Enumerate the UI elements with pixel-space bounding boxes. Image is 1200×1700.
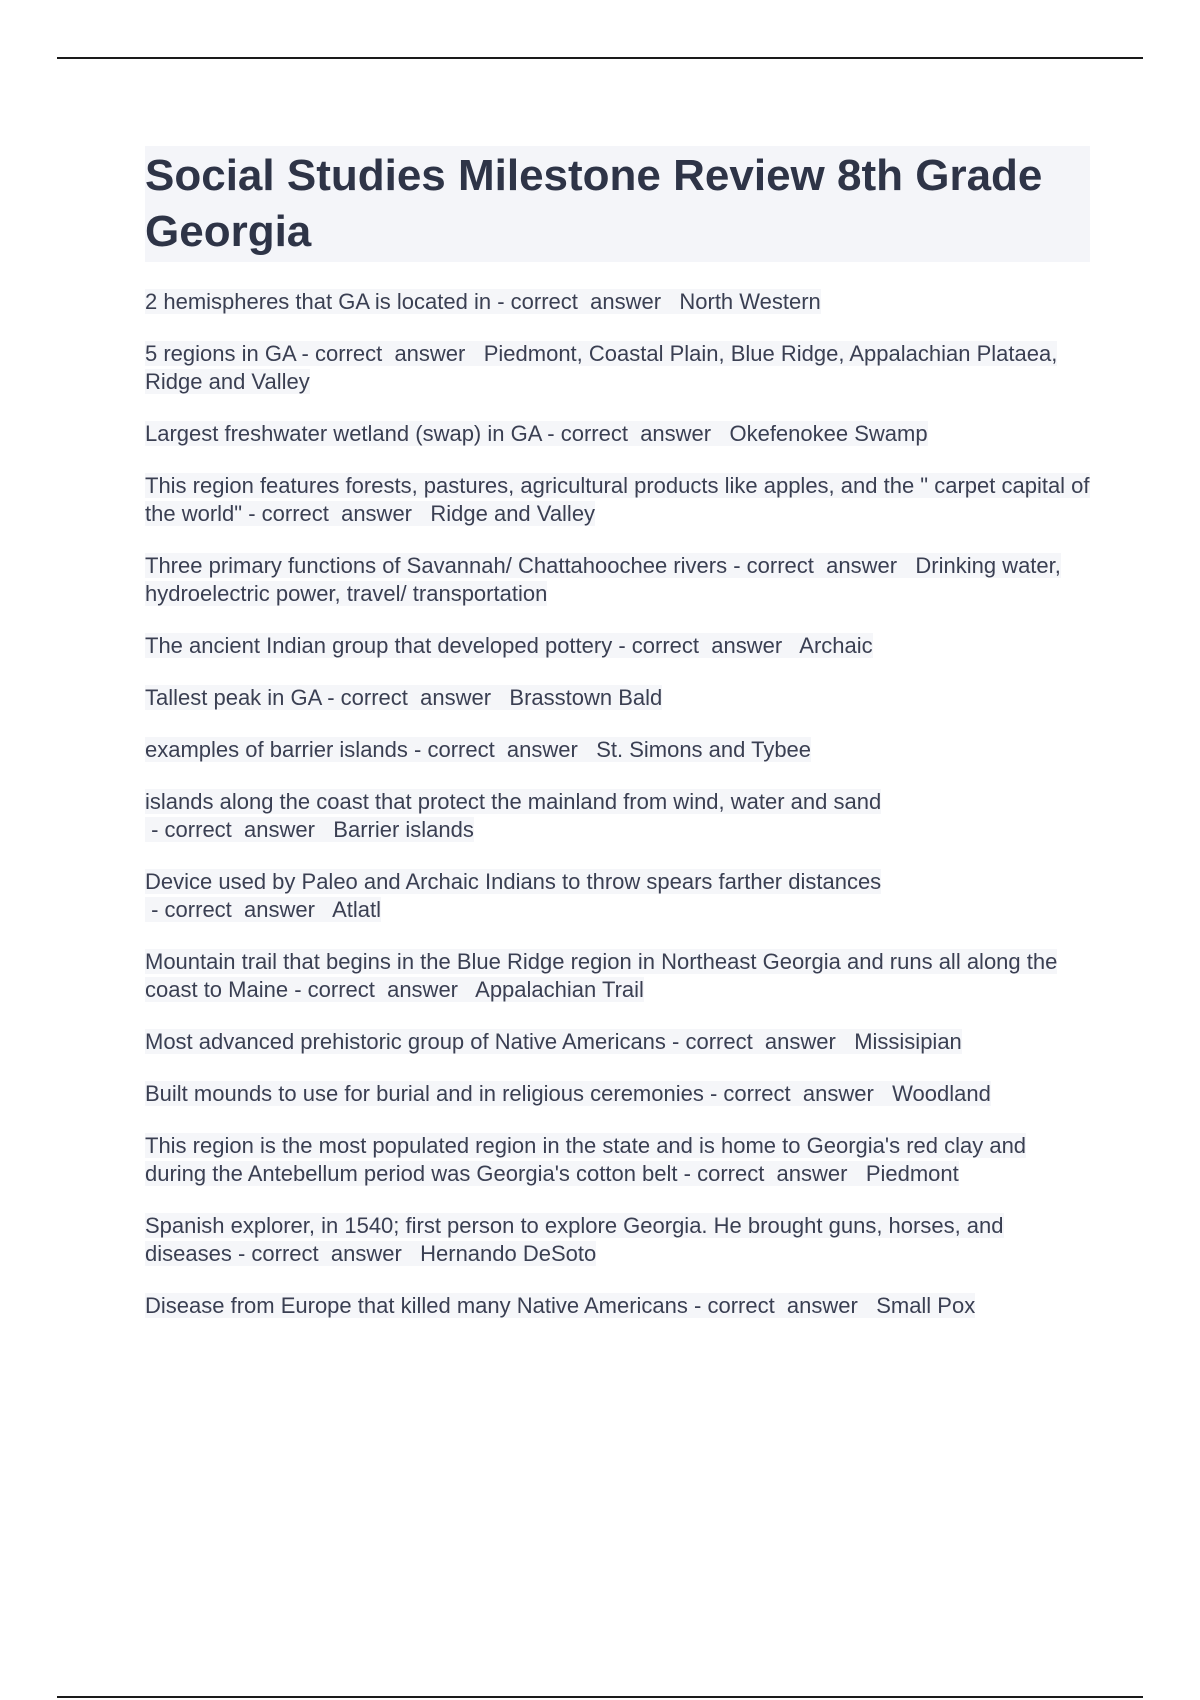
qa-item: [145, 1292, 1090, 1320]
answer-text: Piedmont, Coastal Plain, Blue Ridge, Appalachian Plataea, Ridge and Valley: [145, 341, 1058, 394]
header-rule: [57, 57, 1143, 59]
question-text: Largest freshwater wetland (swap) in GA: [145, 421, 542, 446]
qa-item: [145, 1028, 1090, 1056]
question-text: This region features forests, pastures, agricultural products like apples, and the " carpet capital of the world": [145, 473, 1090, 526]
qa-item: [145, 1080, 1090, 1108]
question-text: 2 hemispheres that GA is located in: [145, 289, 492, 314]
answer-text: Okefenokee Swamp: [729, 421, 928, 446]
qa-item: [145, 420, 1090, 448]
footer-rule: [57, 1696, 1143, 1698]
qa-item: [145, 288, 1090, 316]
answer-text: Drinking water, hydroelectric power, travel/ transportation: [145, 553, 1061, 606]
answer-text: Ridge and Valley: [430, 501, 596, 526]
question-text: Three primary functions of Savannah/ Chattahoochee rivers: [145, 553, 728, 578]
question-text: This region is the most populated region in the state and is home to Georgia's red clay and during the Antebellum period was Georgia's cotton belt: [145, 1133, 1027, 1186]
answer-text: Barrier islands: [333, 817, 474, 842]
qa-item: [145, 736, 1090, 764]
answer-separator: - correct answer: [145, 817, 334, 842]
answer-separator: - correct answer: [242, 501, 431, 526]
question-text: examples of barrier islands: [145, 737, 408, 762]
answer-text: Woodland: [892, 1081, 991, 1106]
answer-separator: - correct answer: [727, 553, 916, 578]
question-text: Most advanced prehistoric group of Native Americans: [145, 1029, 666, 1054]
answer-separator: - correct answer: [407, 737, 597, 762]
qa-item: [145, 1212, 1090, 1268]
qa-item: [145, 472, 1090, 528]
answer-separator: - correct answer: [612, 633, 800, 658]
qa-item: [145, 340, 1090, 396]
question-text: The ancient Indian group that developed pottery: [145, 633, 613, 658]
qa-item: [145, 552, 1090, 608]
question-text: 5 regions in GA: [145, 341, 296, 366]
answer-separator: - correct answer: [687, 1293, 877, 1318]
document-title: Social Studies Milestone Review 8th Grade Georgia: [145, 151, 1043, 256]
answer-text: Small Pox: [876, 1293, 976, 1318]
answer-separator: - correct answer: [703, 1081, 893, 1106]
question-text: Built mounds to use for burial and in religious ceremonies: [145, 1081, 704, 1106]
answer-separator: - correct answer: [288, 977, 476, 1002]
question-text: Spanish explorer, in 1540; first person to explore Georgia. He brought guns, horses, and diseases: [145, 1213, 1004, 1266]
answer-text: Piedmont: [865, 1161, 959, 1186]
question-text: Mountain trail that begins in the Blue Ridge region in Northeast Georgia and runs all along the coast to Maine: [145, 949, 1058, 1002]
answer-text: Atlatl: [332, 897, 381, 922]
answer-separator: - correct answer: [665, 1029, 855, 1054]
answer-text: Missisipian: [854, 1029, 962, 1054]
qa-item: [145, 948, 1090, 1004]
answer-separator: - correct answer: [231, 1241, 421, 1266]
answer-text: St. Simons and Tybee: [596, 737, 812, 762]
qa-item: [145, 684, 1090, 712]
answer-text: Hernando DeSoto: [420, 1241, 597, 1266]
question-text: Device used by Paleo and Archaic Indians to throw spears farther distances: [145, 869, 882, 894]
answer-text: Appalachian Trail: [475, 977, 644, 1002]
answer-text: Brasstown Bald: [509, 685, 663, 710]
qa-list: [145, 288, 1090, 1320]
title-block: [145, 146, 1090, 262]
qa-item: [145, 868, 1090, 924]
question-text: islands along the coast that protect the mainland from wind, water and sand: [145, 789, 882, 814]
qa-item: [145, 632, 1090, 660]
question-text: Tallest peak in GA: [145, 685, 322, 710]
answer-separator: - correct answer: [321, 685, 510, 710]
qa-item: [145, 1132, 1090, 1188]
answer-separator: - correct answer: [295, 341, 484, 366]
document-body: [145, 146, 1090, 1344]
answer-separator: - correct answer: [677, 1161, 866, 1186]
answer-separator: - correct answer: [491, 289, 680, 314]
question-text: Disease from Europe that killed many Native Americans: [145, 1293, 688, 1318]
answer-text: Archaic: [799, 633, 873, 658]
answer-separator: - correct answer: [541, 421, 730, 446]
answer-text: North Western: [679, 289, 821, 314]
answer-separator: - correct answer: [145, 897, 333, 922]
qa-item: [145, 788, 1090, 844]
